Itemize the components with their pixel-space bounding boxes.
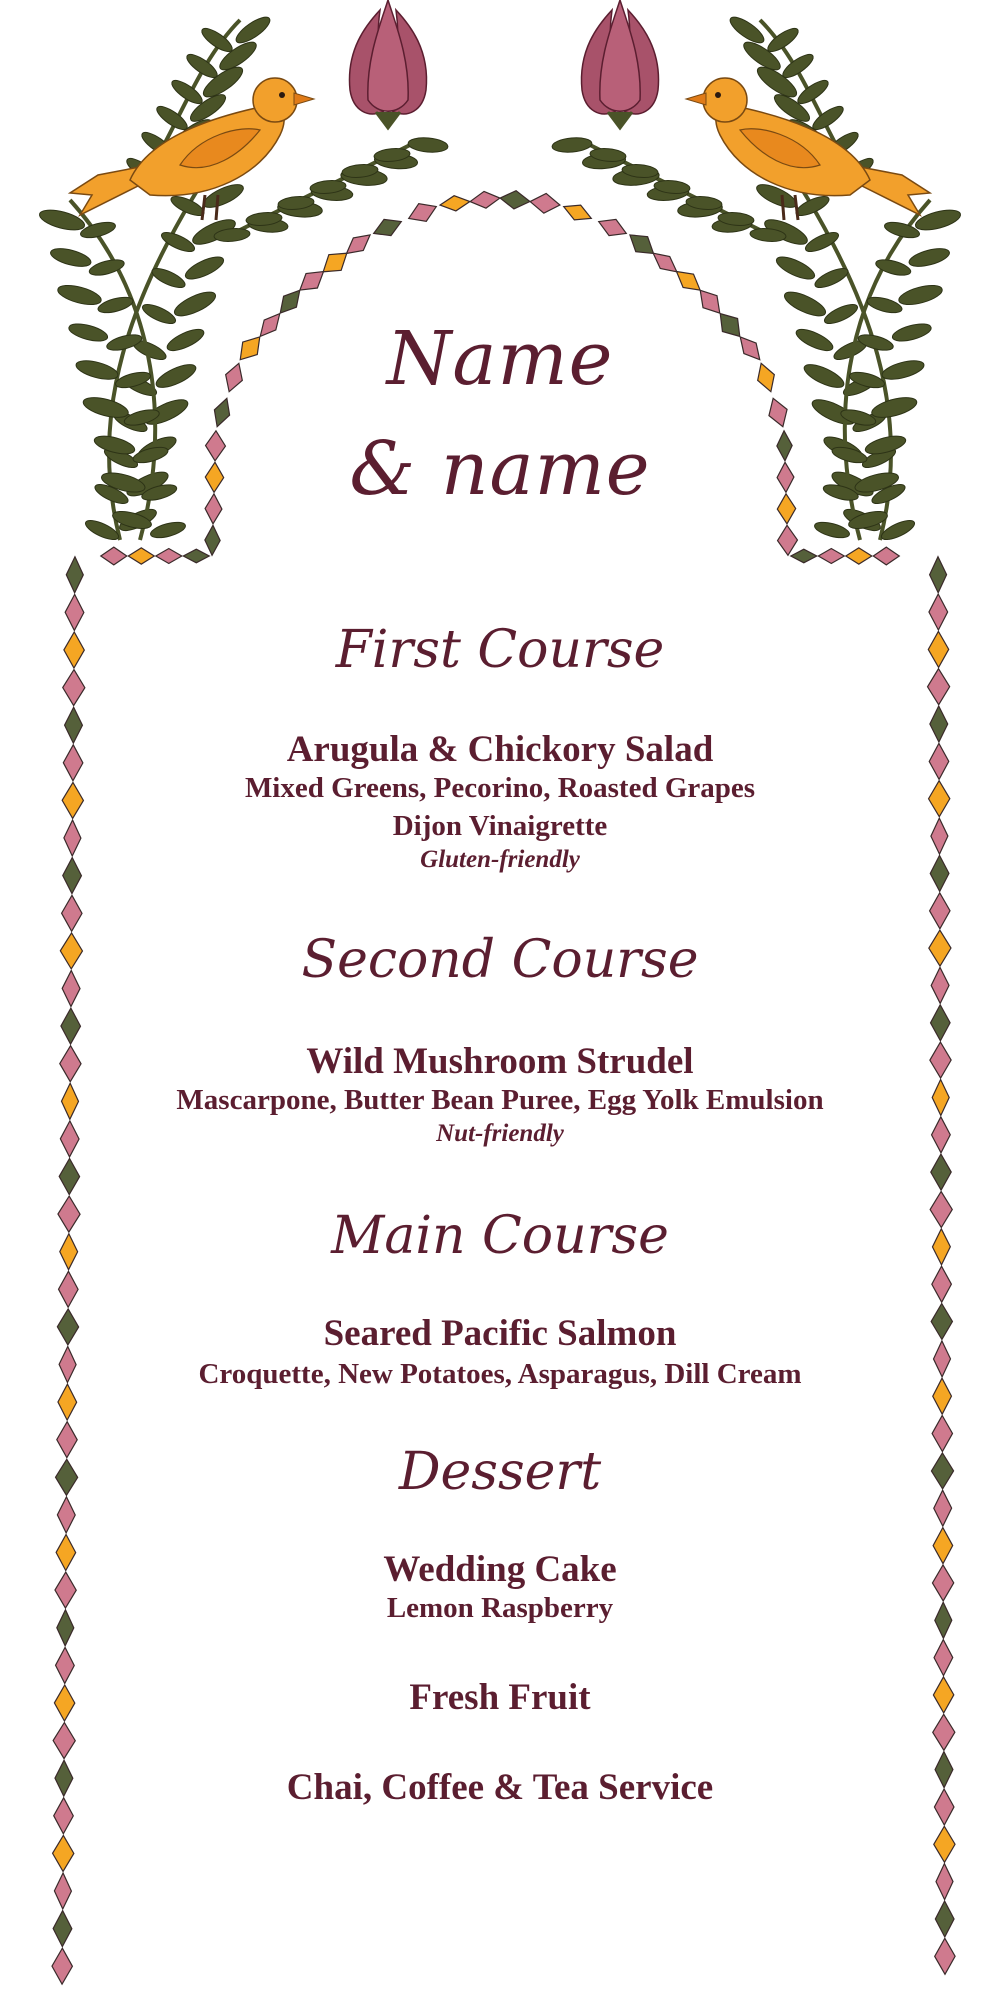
- dessert-item-cake-description: Lemon Raspberry: [386, 1592, 614, 1624]
- dish-description-salmon: Croquette, New Potatoes, Asparagus, Dill Cream: [198, 1358, 802, 1390]
- course-title-main: Main Course: [331, 1206, 669, 1266]
- dish-description-strudel: Mascarpone, Butter Bean Puree, Egg Yolk Emulsion: [176, 1084, 824, 1116]
- dessert-item-cake: Wedding Cake: [383, 1549, 617, 1590]
- course-title-first: First Course: [335, 620, 665, 680]
- dietary-note-nut: Nut-friendly: [436, 1120, 564, 1147]
- dish-name-strudel: Wild Mushroom Strudel: [306, 1041, 694, 1082]
- dietary-note-gluten: Gluten-friendly: [420, 846, 580, 873]
- course-title-second: Second Course: [301, 930, 699, 990]
- couple-name-line-2: & name: [349, 426, 651, 512]
- course-title-dessert: Dessert: [398, 1442, 602, 1502]
- dish-description-salad-1: Mixed Greens, Pecorino, Roasted Grapes: [244, 772, 756, 804]
- dish-name-salad: Arugula & Chickory Salad: [286, 729, 714, 770]
- dessert-item-beverages: Chai, Coffee & Tea Service: [286, 1767, 714, 1808]
- dish-description-salad-2: Dijon Vinaigrette: [392, 810, 608, 842]
- dessert-item-fruit: Fresh Fruit: [409, 1677, 591, 1718]
- dish-name-salmon: Seared Pacific Salmon: [323, 1313, 677, 1354]
- couple-name-line-1: Name: [386, 316, 614, 402]
